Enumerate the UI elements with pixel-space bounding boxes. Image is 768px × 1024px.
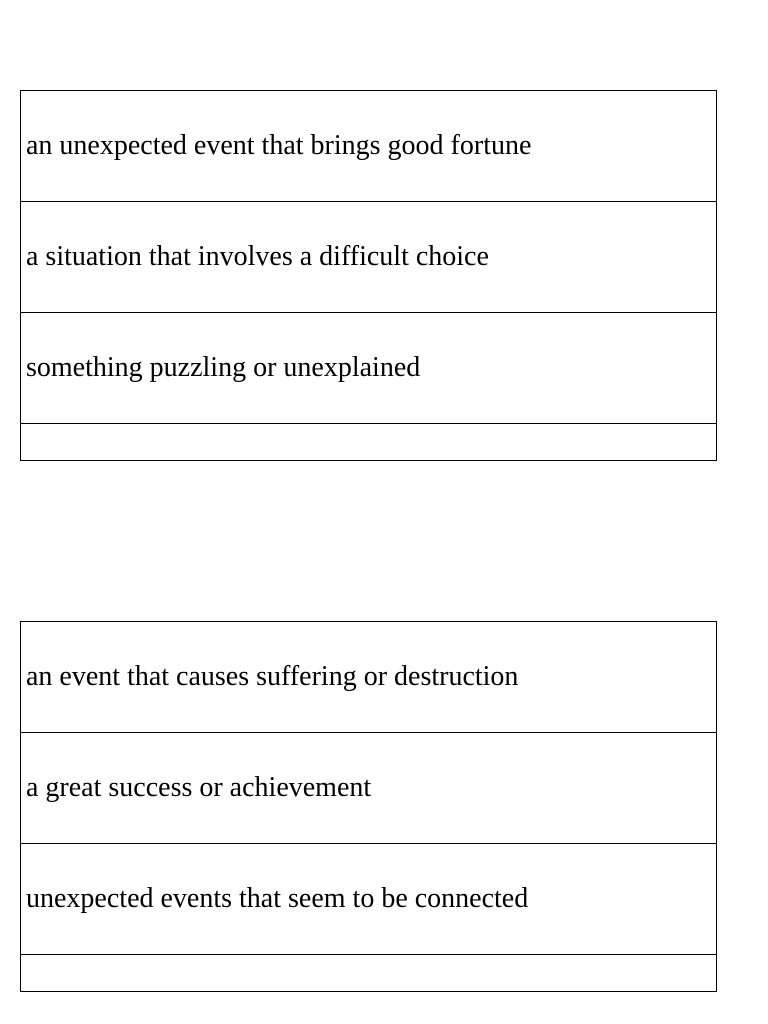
definition-cell: an unexpected event that brings good fortune [21, 91, 717, 202]
definition-cell: a situation that involves a difficult choice [21, 202, 717, 313]
table-row [21, 91, 717, 202]
table-row-empty [21, 424, 717, 461]
definition-cell: something puzzling or unexplained [21, 313, 717, 424]
definition-cell: unexpected events that seem to be connected [21, 844, 717, 955]
table-row-empty [21, 955, 717, 992]
table-row [21, 622, 717, 733]
empty-cell [21, 424, 717, 461]
table-row [21, 844, 717, 955]
definition-cell: a great success or achievement [21, 733, 717, 844]
table-row [21, 313, 717, 424]
empty-cell [21, 955, 717, 992]
definitions-table-1 [20, 90, 717, 461]
definition-cell: an event that causes suffering or destruction [21, 622, 717, 733]
table-row [21, 202, 717, 313]
definitions-table-2 [20, 621, 717, 992]
table-row [21, 733, 717, 844]
